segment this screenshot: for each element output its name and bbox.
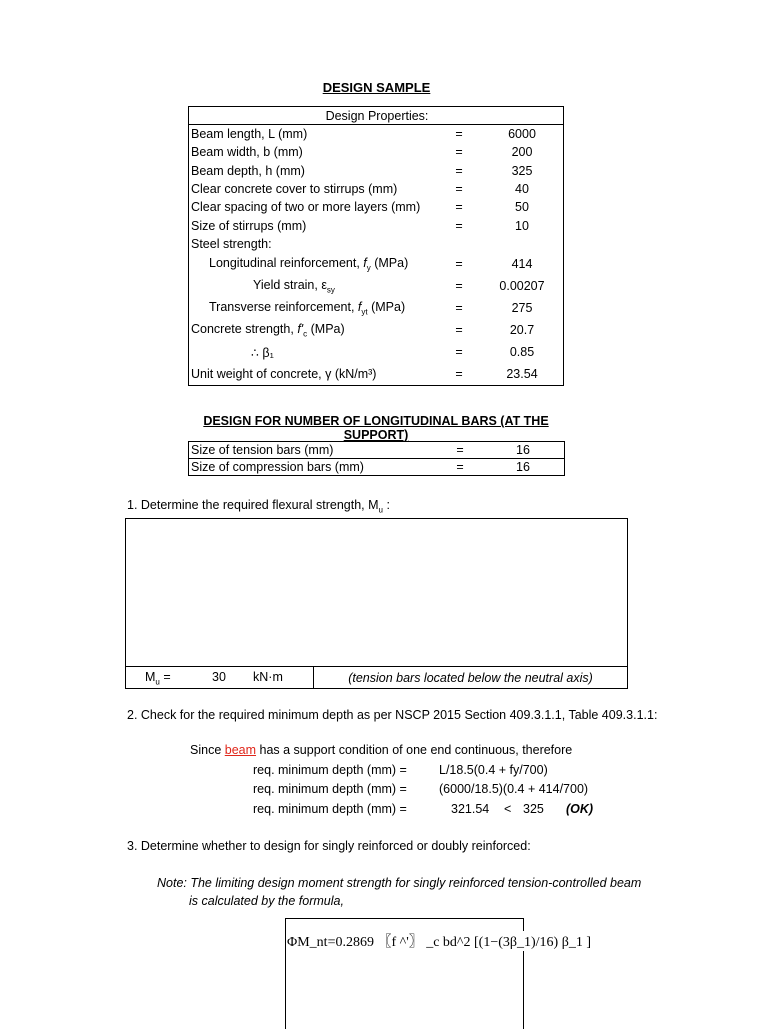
moment-formula: ΦM_nt=0.2869 〖f ^'〗 _c bd^2 [(1−(3β_1)/16) β_1 ]: [287, 931, 593, 951]
row-value: 16: [480, 459, 565, 476]
table-row: [189, 235, 564, 253]
step3-heading: 3. Determine whether to design for singly reinforced or doubly reinforced:: [127, 839, 531, 853]
table-row: [189, 341, 564, 363]
table-row: [189, 442, 565, 459]
table-row: [189, 275, 564, 297]
row-label: Concrete strength, $f'_c$ (MPa): [191, 321, 345, 339]
row-eq: =: [438, 459, 480, 476]
row-label: Beam width, b (mm): [191, 145, 303, 160]
row-eq: =: [455, 345, 463, 360]
row-label: Yield strain, $\varepsilon_{sy}$: [253, 277, 335, 295]
row-value: [479, 235, 564, 253]
row-value: 275: [511, 301, 533, 316]
row-eq: =: [455, 301, 463, 316]
row-value: 23.54: [506, 367, 538, 382]
row-value: 0.00207: [499, 279, 545, 294]
row-label: Transverse reinforcement, $f_{yt}$ (MPa): [209, 299, 406, 317]
row-value: 200: [511, 145, 533, 160]
row-label: Longitudinal reinforcement, $f_y$ (MPa): [209, 255, 409, 273]
row-eq: =: [455, 163, 463, 178]
page-title: DESIGN SAMPLE: [322, 80, 431, 95]
table-row: [189, 459, 565, 476]
row-label: Size of tension bars (mm): [189, 442, 439, 459]
note-line-2: is calculated by the formula,: [189, 894, 344, 908]
mu-row: [126, 666, 627, 688]
step2-heading: 2. Check for the required minimum depth as per NSCP 2015 Section 409.3.1.1, Table 409.3.1.1:: [127, 708, 658, 722]
row-label: Beam length, L (mm): [191, 127, 308, 142]
design-properties-table: [188, 106, 564, 386]
row-label: Steel strength:: [191, 236, 272, 251]
table-row: [189, 297, 564, 319]
req-depth-substituted: (6000/18.5)(0.4 + 414/700): [439, 782, 589, 796]
row-label: Unit weight of concrete, γ (kN/m³): [191, 367, 377, 382]
row-eq: =: [455, 200, 463, 215]
ok-status: (OK): [566, 802, 594, 816]
bar-sizes-table: [188, 441, 565, 476]
req-depth-label: req. minimum depth (mm) =: [253, 763, 407, 777]
step1-heading: 1. Determine the required flexural strength, $M_u$ :: [127, 498, 390, 515]
row-eq: =: [455, 127, 463, 142]
beam-link[interactable]: beam: [224, 743, 257, 757]
row-eq: =: [455, 323, 463, 338]
row-label: Clear spacing of two or more layers (mm): [191, 200, 421, 215]
since-text: Since beam has a support condition of one end continuous, therefore: [190, 743, 573, 757]
mu-unit: kN·m: [253, 670, 283, 684]
flexural-strength-box: [125, 518, 628, 689]
table-header: Design Properties:: [189, 107, 564, 125]
row-label: Clear concrete cover to stirrups (mm): [191, 182, 398, 197]
section-heading: DESIGN FOR NUMBER OF LONGITUDINAL BARS (AT THE SUPPORT): [203, 414, 549, 442]
row-eq: =: [455, 257, 463, 272]
row-value: 10: [515, 218, 529, 233]
mu-label: $M_u$ =: [145, 670, 171, 687]
row-eq: =: [455, 218, 463, 233]
req-depth-result: 321.54: [451, 802, 490, 816]
note-line-1: Note: The limiting design moment strength for singly reinforced tension-controlled beam: [157, 876, 642, 890]
row-value: 20.7: [509, 323, 535, 338]
req-depth-formula: L/18.5(0.4 + fy/700): [439, 763, 548, 777]
table-row: [189, 180, 564, 198]
row-eq: =: [455, 279, 463, 294]
mu-note: (tension bars located below the neutral axis): [348, 670, 593, 685]
comparison-sign: <: [504, 802, 512, 816]
row-value: 16: [480, 442, 565, 459]
row-value: 325: [511, 163, 533, 178]
table-row: [189, 319, 564, 341]
row-eq: =: [438, 442, 480, 459]
row-label: Size of stirrups (mm): [191, 218, 307, 233]
table-row: [189, 162, 564, 180]
table-row: [189, 198, 564, 216]
row-value: 414: [511, 257, 533, 272]
row-eq: [437, 235, 479, 253]
table-row: [189, 363, 564, 386]
row-eq: =: [455, 182, 463, 197]
table-row: [189, 216, 564, 234]
row-label: Size of compression bars (mm): [189, 459, 439, 476]
req-depth-label: req. minimum depth (mm) =: [253, 802, 407, 816]
row-value: 0.85: [509, 345, 535, 360]
beam-depth-value: 325: [523, 802, 544, 816]
mu-value: 30: [212, 670, 226, 684]
row-eq: =: [455, 145, 463, 160]
row-value: 50: [515, 200, 529, 215]
row-label: Beam depth, h (mm): [191, 163, 305, 178]
row-label: ∴ β₁: [251, 345, 274, 360]
row-value: 6000: [508, 127, 536, 142]
row-eq: =: [455, 367, 463, 382]
req-depth-label: req. minimum depth (mm) =: [253, 782, 407, 796]
table-row: [189, 253, 564, 275]
row-value: 40: [515, 182, 529, 197]
table-row: [189, 143, 564, 161]
table-row: [189, 125, 564, 144]
